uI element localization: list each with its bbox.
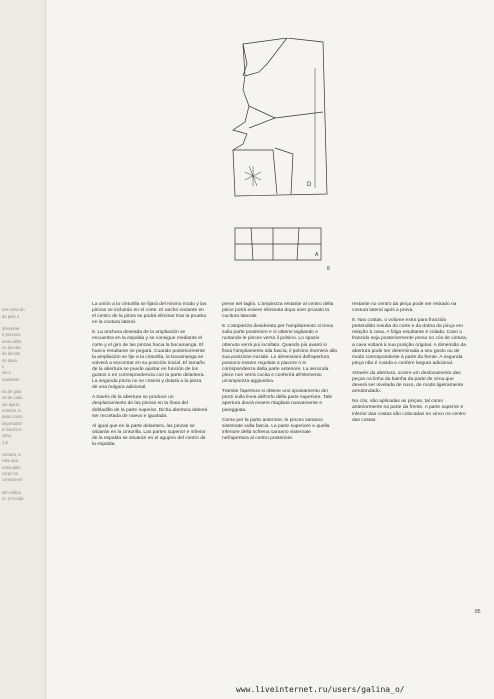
margin-text-line: este que, [2,458,20,464]
pattern-drawing [215,38,335,278]
portuguese-column [352,302,468,424]
margin-text-line: desenhar [2,326,20,332]
margin-text-line: nis e [2,370,11,376]
pattern-line [275,148,293,194]
margin-text-line: ns de gola [2,389,22,395]
margin-text-line: nes cima do [2,307,25,313]
paragraph: Come per la parte anteriore, le pinces saranno sistemate sulla fascia. La parte superiore e quella inferiore della schiena saranno sistemate nell'apertura al centro posteriore. [222,417,330,441]
margin-text-line: e prececo [2,332,21,338]
paragraph: 8. Nas costas, o volume extra para franzido pretendido resulta do corte e da dobra da pinça em relação à cava. A folga resultante é colada. Caso o franzido seja posteriormente preso no cós de cintura, a cava voltará à sua posição original. A dimensão da abertura pode ser determinada a seu gosto ou de modo correspondente à parte da frente. A segunda pinça não é cosida e confere largura adicional. [352,318,468,366]
step-number-label: 8 [327,266,330,272]
paragraph: 8. La anchura deseada de la ampliación se encuentra en la espalda y se consigue mediante el corte y el giro de las pinzas hacia la bocamanga. El hueco resultante se pegará. Cuando posteriormente la ampliación se fije a la cinturilla, la bocamanga se volverá a encontrar en su posición inicial. El tamaño de la abertura se puede ajustar en función de los gustos o en correspondencia con la parte delantera. La segunda pinza no se coserá y dotará a la pieza de una holgura adicional. [92,330,206,391]
margin-text-line: ulo apera [2,401,20,407]
band-line [235,228,321,260]
paragraph: A través de la abertura se produce un desplazamiento de las piezas en la línea del dobladillo de la parte superior. Dicha abertura deberá ser recortada de nuevo e igualada. [92,395,208,419]
paragraph: Al igual que en la parte delantera, las pinzas se sitúarán en la cinturilla. Las partes superior e inferior de la espalda se situarán en el agujero del centro de la espalda. [92,423,206,447]
paragraph: 8. L'ampiezza desiderata per l'ampliamento si trova sulla parte posteriore e si ottiene tagliando e ruotando le pinces verso il polsino. Lo spazio ottenuto verrà poi incollato. Quando più avanti si fissa l'ampliamento alla fascia, il polsino ritornerà alla sua posizione iniziale. Le dimensioni dell'apertura possono essere regolate a piacere o in corrispondenza della parte anteriore. La seconda pince non verrà cucita e conferirà all'elemento un'ampiezza aggiuntiva. [222,324,337,385]
diagram-label-a: A [315,252,319,258]
margin-text-line: m. O tecido [2,496,24,502]
margin-text-line: importante [2,420,22,426]
paragraph: restante no centro da pinça pode ser retirado na costura lateral após a prova. [352,302,457,314]
spanish-column [92,302,208,448]
margin-text-line: m banko e [2,426,22,432]
margin-text-line: mamento [2,376,20,382]
pattern-line [275,112,323,118]
pattern-line [245,38,287,76]
paragraph: prese nel taglio. L'ampiezza restante al centro della pince potrà essere eliminata dopo aver provato la cucitura laterale. [222,302,334,320]
margin-text-line: on decote, [2,345,22,350]
bodice-outline [233,38,327,196]
paragraph: Através da abertura, ocorre um deslocamento das peças na linha da bainha da parte de cima que deverá ser nivelada de novo, de modo ligeiramente arredondado. [352,370,464,395]
margin-text-line: 1,5 [2,439,8,445]
margin-text-line: entento, a [2,408,21,413]
pattern-line [249,106,275,128]
margin-text-line: e [2,363,5,369]
margin-text-line: nim indica [2,489,21,495]
paragraph: La unión a la cinturilla se fijará del mismo modo y las pinzas se incluirán en el corte. El ancho restante en el centro de la pinza se podrá eliminar tras la prueba en la costura lateral. [92,302,207,326]
pattern-diagram [215,38,335,278]
margin-text-line: do pelo 4 [2,313,20,319]
paragraph: Tramite l'apertura si ottiene uno spostamento dei pezzi sulla linea dell'orlo della parte superiore. Tale apertura dovrà essere ritagliata nuovamente e pareggiata. [222,389,333,413]
margin-text-line: paos como [2,414,23,420]
margin-text-line: rema pelo [2,464,21,470]
margin-text-line: corpo so [2,471,19,476]
margin-text-line: comura, a [2,452,21,458]
diagram-label-d: D [307,182,312,188]
page-number: 85 [475,609,481,615]
italian-column [222,302,338,442]
watermark-url[interactable]: www.liveinternet.ru/users/galina_o/ [236,685,405,694]
margin-text-line: es de cada [2,395,23,401]
margin-text-line: ns dava [2,357,17,363]
paragraph: No cós, são aplicadas as pinças, tal como anteriormente na parte da frente. A parte superior e inferior das costas são colocadas no vinco no centro das costas. [352,399,466,423]
star-mark [245,166,261,186]
margin-text-line: umio aidm [2,338,22,344]
pattern-line [233,150,277,194]
margin-text-line: do decote [2,351,21,357]
margin-text-line: conecta-se [2,477,23,483]
margin-text-line: cima. [2,433,13,439]
adjacent-page-strip [0,0,46,699]
